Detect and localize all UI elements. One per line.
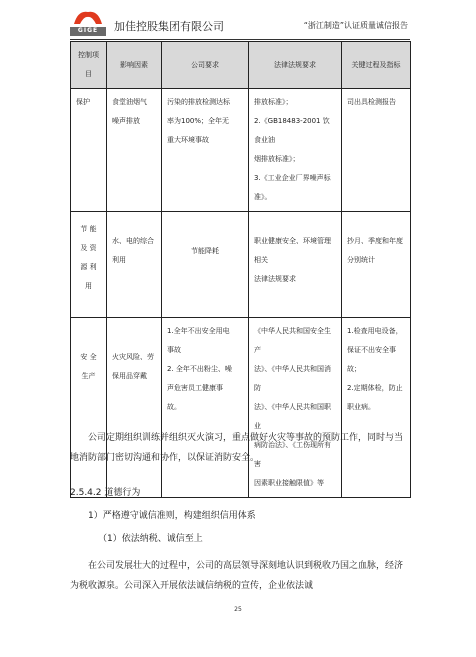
category-cell (71, 212, 107, 318)
cell-text: 分别统计 (347, 256, 375, 264)
key-process-cell (342, 89, 411, 212)
cell-text: 节 能 (80, 225, 97, 233)
cell-text: 节能降耗 (191, 247, 219, 255)
requirement-cell (162, 318, 249, 498)
cell-text: 声危害员工健康事 (167, 384, 223, 392)
cell-text: 法律法规要求 (254, 275, 296, 283)
cell-text: 利用 (112, 256, 126, 264)
cell-text: 《中华人民共和国安全生产 (254, 327, 331, 354)
cell-text: 法》、《中华人民共和国消防 (254, 365, 331, 392)
factor-cell (107, 89, 162, 212)
cell-text: 率为100%；全年无 (167, 117, 230, 125)
cell-text: 生产 (81, 372, 96, 380)
law-cell (249, 212, 342, 318)
logo-text: GIGE (70, 27, 106, 35)
cell-text: 水、电的综合 (112, 237, 154, 245)
key-process-cell (342, 318, 411, 498)
cell-text: 食堂油烟气 (112, 98, 147, 106)
cell-text: 保护 (76, 98, 90, 106)
subheading-tax: （1）依法纳税、诚信至上 (98, 534, 203, 544)
cell-text: 故。 (167, 403, 181, 411)
column-header: 影响因素 (107, 42, 162, 89)
cell-text: 保证不出安全事 (347, 346, 396, 354)
factor-cell (107, 212, 162, 318)
cell-text: 1.检查用电设备， (347, 327, 403, 335)
column-header: 关键过程及指标 (342, 42, 411, 89)
cell-text: 源 利 (80, 263, 97, 271)
cell-text: 司出具检测报告 (347, 98, 396, 106)
paragraph-fire-safety: 公司定期组织训练并组织灭火演习，重点做好火灾等事故的预防工作，同时与当地消防部门密切沟通和协作，以保证消防安全。 (70, 433, 404, 463)
cell-text: 2.《GB18483-2001 饮食业油 (254, 117, 330, 144)
law-cell (249, 89, 342, 212)
cell-text: 3.《工业企业厂界噪声标准》。 (254, 174, 331, 201)
cell-text: 及 资 (80, 244, 97, 252)
cell-text: 排放标准》； (254, 98, 293, 106)
table-row (71, 318, 411, 498)
cell-text: 重大环境事故 (167, 136, 209, 144)
cell-text: 2. 全年不出粉尘、噪 (167, 365, 232, 373)
table-row (71, 212, 411, 318)
cell-text: 职业病。 (347, 403, 375, 411)
cell-text: 用 (85, 282, 92, 290)
table-row (71, 89, 411, 212)
category-cell (71, 89, 107, 212)
cell-text: 事故 (167, 346, 181, 354)
category-cell (71, 318, 107, 498)
paragraph-tax: 在公司发展壮大的过程中，公司的高层领导深刻地认识到税收乃国之血脉，经济为税收源泉。公司深入开展依法诚信纳税的宣传，企业依法诚 (70, 561, 404, 591)
cell-text: 安 全 (80, 353, 97, 361)
cell-text: 职业健康安全、环境管理相关 (254, 237, 331, 264)
cell-text: 烟排放标准》； (254, 155, 300, 163)
key-process-cell (342, 212, 411, 318)
column-header: 法律法规要求 (249, 42, 342, 89)
cell-text: 1.全年不出安全用电 (167, 327, 230, 335)
factor-cell (107, 318, 162, 498)
cell-text: 故； (347, 365, 361, 373)
company-name: 加佳控股集团有限公司 (114, 20, 224, 33)
report-title: “浙江制造”认证质量诚信报告 (303, 21, 408, 30)
table-header-row (71, 42, 411, 89)
page-header (70, 6, 410, 40)
cell-text: 法》、《中华人民共和国职业 (254, 403, 331, 430)
column-header: 控制项目 (71, 42, 107, 89)
cell-text: 噪声排放 (112, 117, 140, 125)
cell-text: 2.定期体检，防止 (347, 384, 403, 392)
section-heading: 2.5.4.2 道德行为 (70, 488, 141, 498)
cell-text: 病防治法》、《工伤现所有害 (254, 441, 331, 468)
page-number: 25 (234, 606, 242, 613)
law-cell (249, 318, 342, 498)
cell-text: 保用品穿戴 (112, 372, 147, 380)
cell-text: 污染的排放检测达标 (167, 98, 230, 106)
subheading-integrity: 1）严格遵守诚信准则，构建组织信用体系 (88, 511, 256, 521)
cell-text: 火灾风险、劳 (112, 353, 154, 361)
column-header: 公司要求 (162, 42, 249, 89)
requirement-cell (162, 89, 249, 212)
cell-text: 因素职业接触限值》等 (254, 479, 324, 487)
requirement-cell (162, 212, 249, 318)
cell-text: 抄月、季度和年度 (347, 237, 403, 245)
